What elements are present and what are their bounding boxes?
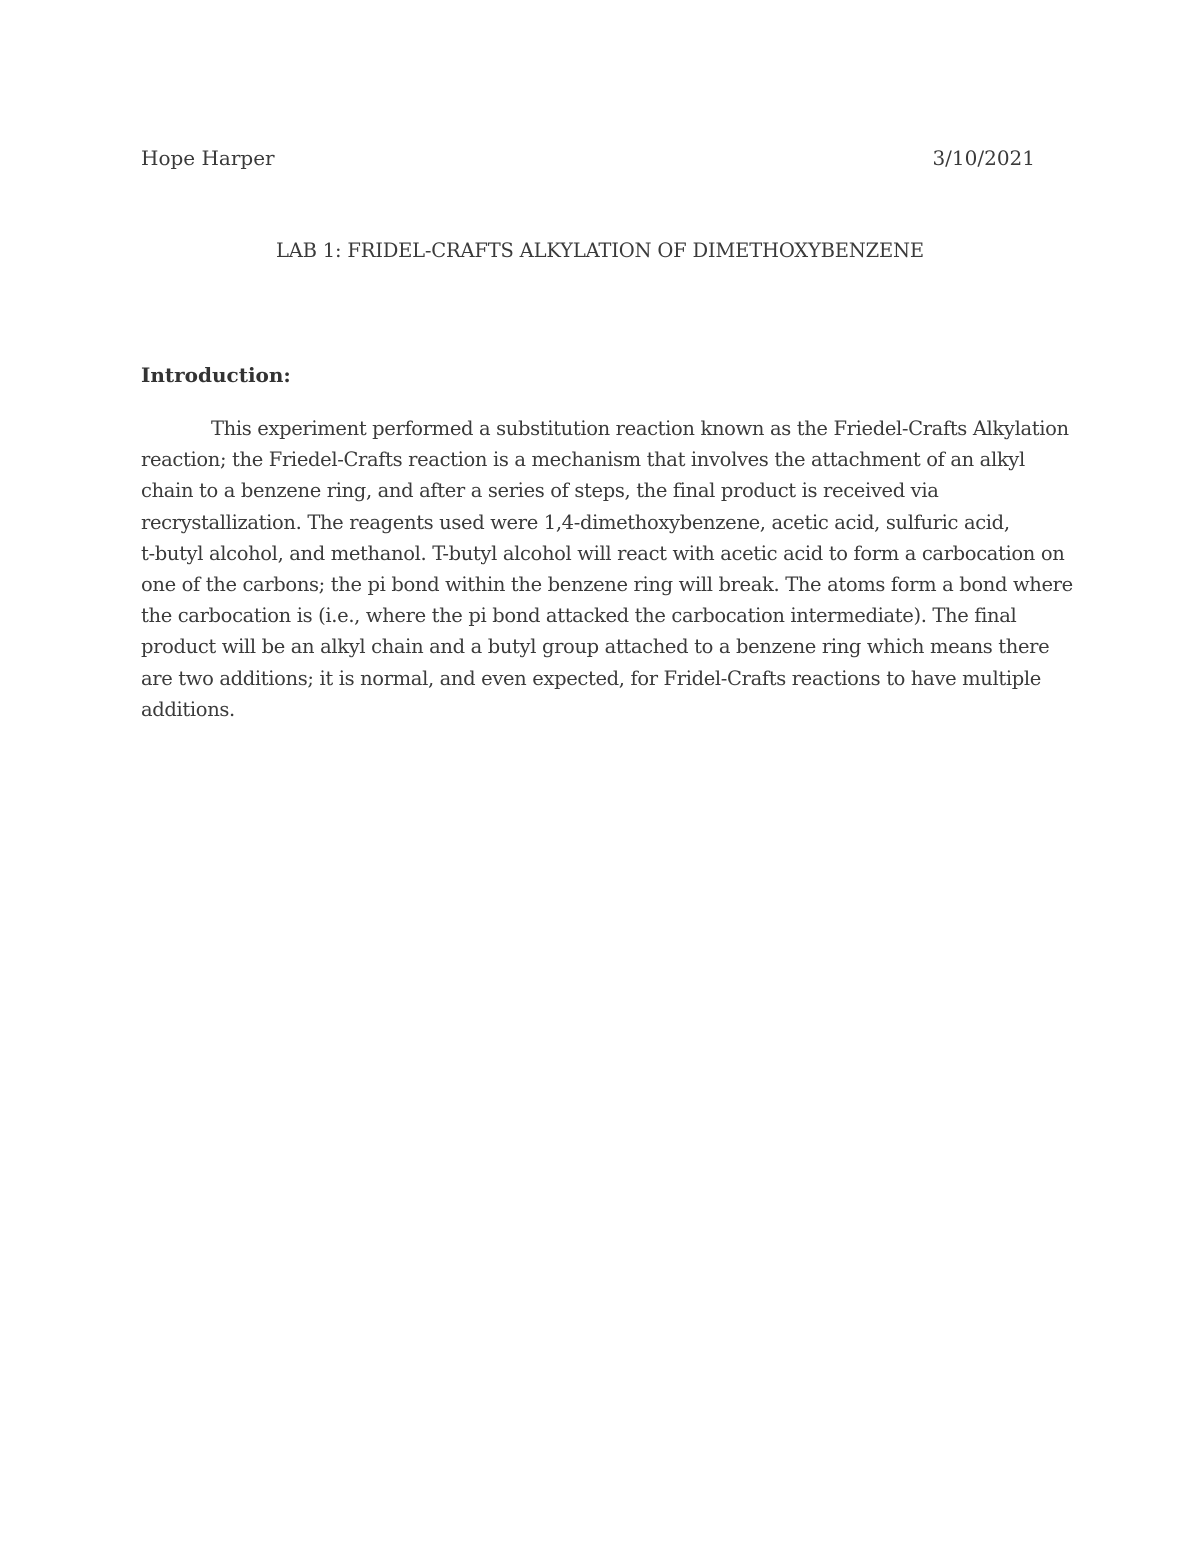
header-row [141,143,1035,173]
paragraph-line: are two additions; it is normal, and even expected, for Fridel-Crafts reactions to have multiple [141,666,1041,690]
document-title: LAB 1: FRIDEL-CRAFTS ALKYLATION OF DIMETHOXYBENZENE [276,239,924,262]
paragraph-line: t-butyl alcohol, and methanol. T-butyl alcohol will react with acetic acid to form a carbocation on [141,541,1065,565]
document-date: 3/10/2021 [932,146,1035,170]
paragraph-line: reaction; the Friedel-Crafts reaction is a mechanism that involves the attachment of an alkyl [141,448,1025,472]
paragraph-line: additions. [141,697,235,721]
paragraph-line: This experiment performed a substitution reaction known as the Friedel-Crafts Alkylation [211,417,1069,440]
author-name: Hope Harper [141,146,275,170]
introduction-paragraph [141,413,1073,725]
paragraph-line: one of the carbons; the pi bond within the benzene ring will break. The atoms form a bond where [141,572,1073,596]
paragraph-line: the carbocation is (i.e., where the pi bond attacked the carbocation intermediate). The final [141,604,1017,628]
paragraph-line: product will be an alkyl chain and a butyl group attached to a benzene ring which means there [141,635,1050,659]
introduction-heading: Introduction: [141,363,291,387]
paragraph-line: recrystallization. The reagents used were 1,4-dimethoxybenzene, acetic acid, sulfuric acid, [141,510,1010,534]
paragraph-line: chain to a benzene ring, and after a series of steps, the final product is received via [141,479,939,503]
